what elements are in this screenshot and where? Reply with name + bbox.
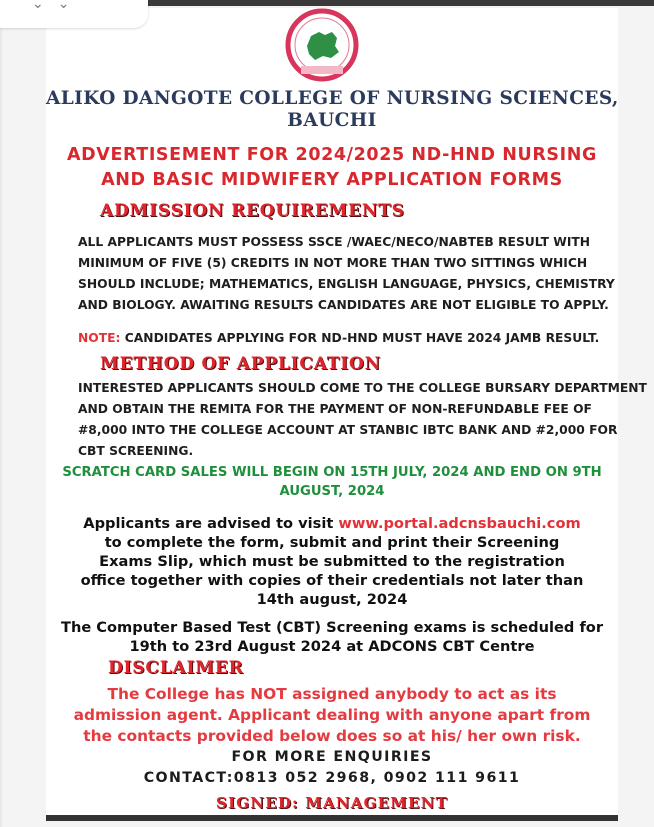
advert-title-line2: AND BASIC MIDWIFERY APPLICATION FORMS xyxy=(101,170,563,190)
note-line xyxy=(78,328,599,349)
visit-line: Exams Slip, which must be submitted to the registration xyxy=(99,553,565,570)
visit-line: office together with copies of their credentials not later than xyxy=(80,572,584,589)
admission-line: ALL APPLICANTS MUST POSSESS SSCE /WAEC/NECO/NABTEB RESULT WITH xyxy=(78,235,591,249)
page-edge xyxy=(0,0,2,827)
admission-heading: ADMISSION REQUIREMENTS xyxy=(100,201,405,221)
signed-management: SIGNED: MANAGEMENT xyxy=(216,794,448,812)
scratch-card-line2: AUGUST, 2024 xyxy=(279,484,385,499)
disclaimer-heading: DISCLAIMER xyxy=(108,658,244,678)
disclaimer-line: the contacts provided below does so at his/ her own risk. xyxy=(83,727,581,745)
portal-link[interactable]: www.portal.adcnsbauchi.com xyxy=(338,515,581,532)
cbt-line1: The Computer Based Test (CBT) Screening exams is scheduled for xyxy=(60,619,604,636)
method-line: #8,000 INTO THE COLLEGE ACCOUNT AT STANBIC IBTC BANK AND #2,000 FOR xyxy=(78,423,618,437)
cbt-line2: 19th to 23rd August 2024 at ADCONS CBT Centre xyxy=(129,638,535,655)
visit-prefix: Applicants are advised to visit xyxy=(83,515,339,532)
scratch-card-line1: SCRATCH CARD SALES WILL BEGIN ON 15TH JULY, 2024 AND END ON 9TH xyxy=(62,465,602,480)
note-label: NOTE: xyxy=(78,331,121,345)
admission-line: MINIMUM OF FIVE (5) CREDITS IN NOT MORE THAN TWO SITTINGS WHICH xyxy=(78,256,588,270)
contact-numbers: CONTACT:0813 052 2968, 0902 111 9611 xyxy=(143,770,521,786)
visit-line: 14th august, 2024 xyxy=(256,591,408,608)
collapsed-toolbar[interactable] xyxy=(0,0,148,28)
visit-line xyxy=(46,514,618,533)
visit-line: to complete the form, submit and print their Screening xyxy=(104,534,560,551)
college-city: BAUCHI xyxy=(287,110,377,131)
method-heading: METHOD OF APPLICATION xyxy=(100,354,381,374)
note-text: CANDIDATES APPLYING FOR ND-HND MUST HAVE 2024 JAMB RESULT. xyxy=(120,331,600,345)
admission-line: AND BIOLOGY. AWAITING RESULTS CANDIDATES ARE NOT ELIGIBLE TO APPLY. xyxy=(78,298,609,312)
admission-line: SHOULD INCLUDE; MATHEMATICS, ENGLISH LANGUAGE, PHYSICS, CHEMISTRY xyxy=(78,277,615,291)
bottom-border xyxy=(46,815,618,821)
method-line: INTERESTED APPLICANTS SHOULD COME TO THE COLLEGE BURSARY DEPARTMENT xyxy=(78,381,647,395)
college-name: ALIKO DANGOTE COLLEGE OF NURSING SCIENCES, xyxy=(46,88,619,109)
disclaimer-line: The College has NOT assigned anybody to act as its xyxy=(107,685,557,703)
enquiries-label: FOR MORE ENQUIRIES xyxy=(231,749,433,765)
advert-title-line1: ADVERTISEMENT FOR 2024/2025 ND-HND NURSING xyxy=(67,145,597,165)
chevron-down-icon[interactable]: ⌄⌄ xyxy=(32,0,84,12)
college-seal-icon xyxy=(285,8,359,82)
method-line: CBT SCREENING. xyxy=(78,444,194,458)
disclaimer-line: admission agent. Applicant dealing with anyone apart from xyxy=(73,706,591,724)
method-line: AND OBTAIN THE REMITA FOR THE PAYMENT OF NON-REFUNDABLE FEE OF xyxy=(78,402,592,416)
